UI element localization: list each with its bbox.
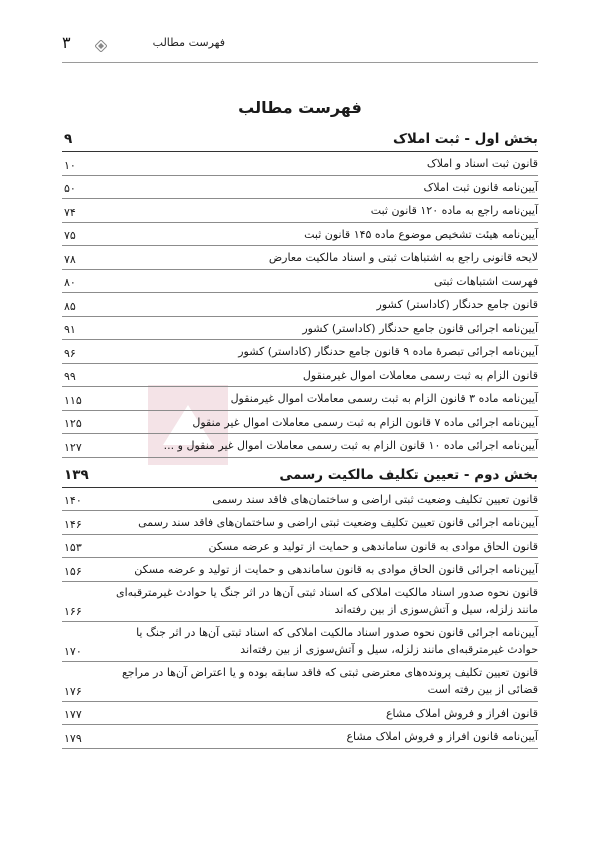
toc-entry-row[interactable] <box>62 558 538 582</box>
toc-entry-title: آیین‌نامه قانون ثبت املاک <box>423 180 538 194</box>
toc-page-number: ۱۲۵ <box>64 417 82 430</box>
toc-page-number: ۱۲۷ <box>64 440 82 454</box>
toc-entry-title: آیین‌نامه اجرائی قانون جامع حدنگار (کاداستر) کشور <box>302 321 538 335</box>
toc-entry-title: آیین‌نامه اجرائی قانون نحوه صدور اسناد مالکیت املاکی که اسناد ثبتی آن‌ها در اثر جنگ یا حوادث غیرمترقبه‌ای مانند زلزله، سیل و آتش‌سوزی از بین رفته‌اند <box>136 625 538 656</box>
toc-entry-title: آیین‌نامه اجرائی قانون الحاق موادی به قانون ساماندهی و حمایت از تولید و عرضه مسکن <box>134 563 538 576</box>
toc-entry-row[interactable] <box>62 434 538 458</box>
toc-page-number: ۷۸ <box>64 252 76 266</box>
toc-entry-title: آیین‌نامه اجرائی ماده ۷ قانون الزام به ثبت رسمی معاملات اموال غیر منقول <box>192 415 538 429</box>
toc-entry-title: آیین‌نامه هیئت تشخیص موضوع ماده ۱۴۵ قانون ثبت <box>304 227 538 241</box>
toc-entry-row[interactable] <box>62 246 538 270</box>
toc-entry-title: آیین‌نامه اجرائی تبصرهٔ ماده ۹ قانون جامع حدنگار (کاداستر) کشور <box>238 345 538 358</box>
toc-entry-row[interactable] <box>62 535 538 559</box>
toc-entry-row[interactable] <box>62 340 538 364</box>
toc-page-number: ۱۷۹ <box>64 731 82 745</box>
toc-entry-row[interactable] <box>62 511 538 535</box>
toc-page-number: ۱۱۵ <box>64 393 82 407</box>
toc-page-number: ۱۷۰ <box>64 644 82 658</box>
toc-entry-title: قانون افراز و فروش املاک مشاع <box>385 706 538 720</box>
toc-entry-title: قانون الحاق موادی به قانون ساماندهی و حمایت از تولید و عرضه مسکن <box>208 539 538 553</box>
header-divider <box>62 62 538 63</box>
toc-page-number: ۹۱ <box>64 323 76 336</box>
page-number: ۳ <box>62 33 71 52</box>
toc-entry-row[interactable] <box>62 662 538 702</box>
toc-entry-title: لایحه قانونی راجع به اشتباهات ثبتی و اسناد مالکیت معارض <box>268 251 538 264</box>
toc-section-title: بخش اول - ثبت املاک <box>393 131 538 147</box>
toc-page-number: ۷۵ <box>64 229 76 242</box>
toc-entry-row[interactable] <box>62 152 538 176</box>
toc-page-number: ۹۶ <box>64 346 76 360</box>
toc-page-number: ۸۵ <box>64 299 76 313</box>
toc-page-number: ۹۹ <box>64 370 76 383</box>
toc-entry-row[interactable] <box>62 176 538 200</box>
toc-page-number: ۱۴۶ <box>64 517 82 531</box>
toc-entry-row[interactable] <box>62 293 538 317</box>
toc-entry-row[interactable] <box>62 364 538 388</box>
toc-page-number: ۱۳۹ <box>64 466 89 483</box>
toc-section-title: بخش دوم - تعیین تکلیف مالکیت رسمی <box>279 466 538 483</box>
toc-entry-title: آیین‌نامه اجرائی قانون تعیین تکلیف وضعیت ثبتی اراضی و ساختمان‌های فاقد سند رسمی <box>138 516 538 529</box>
toc-entry-row[interactable] <box>62 725 538 749</box>
toc-entry-row[interactable] <box>62 488 538 512</box>
diamond-ornament-icon <box>95 37 107 56</box>
toc-page-number: ۷۴ <box>64 205 76 219</box>
toc-entry-row[interactable] <box>62 199 538 223</box>
page-title: فهرست مطالب <box>238 98 362 117</box>
toc-page-number: ۸۰ <box>64 276 76 289</box>
toc-entry-row[interactable] <box>62 223 538 247</box>
toc-page-number: ۱۴۰ <box>64 494 82 507</box>
toc-entry-title: آیین‌نامه راجع به ماده ۱۲۰ قانون ثبت <box>370 204 538 217</box>
toc-entry-title: قانون نحوه صدور اسناد مالکیت املاکی که اسناد ثبتی آن‌ها در اثر جنگ یا حوادث غیرمترقبه‌ای مانند زلزله، سیل و آتش‌سوزی از بین رفته‌اند <box>115 585 538 616</box>
toc-entry-title: قانون تعیین تکلیف وضعیت ثبتی اراضی و ساختمان‌های فاقد سند رسمی <box>212 492 538 506</box>
toc-entry-title: آیین‌نامه قانون افراز و فروش املاک مشاع <box>346 730 538 743</box>
toc-page-number: ۱۷۶ <box>64 684 82 698</box>
toc-page-number: ۱۵۳ <box>64 541 82 554</box>
toc-page-number: ۹ <box>64 131 73 147</box>
toc-entry-title: آیین‌نامه ماده ۳ قانون الزام به ثبت رسمی معاملات اموال غیرمنقول <box>230 392 538 405</box>
toc-page-number: ۱۷۷ <box>64 708 82 721</box>
toc-entry-title: قانون الزام به ثبت رسمی معاملات اموال غیرمنقول <box>302 368 538 382</box>
toc-entry-row[interactable] <box>62 411 538 435</box>
toc-entry-row[interactable] <box>62 582 538 622</box>
running-title: فهرست مطالب <box>152 36 225 49</box>
toc-entry-title: قانون جامع حدنگار (کاداستر) کشور <box>376 298 538 311</box>
toc-entry-title: قانون ثبت اسناد و املاک <box>426 157 538 170</box>
toc-page-number: ۵۰ <box>64 182 76 195</box>
toc-entry-row[interactable] <box>62 270 538 294</box>
toc-entry-row[interactable] <box>62 702 538 726</box>
toc-entry-row[interactable] <box>62 317 538 341</box>
toc-page-number: ۱۶۶ <box>64 604 82 618</box>
toc-section-row[interactable] <box>62 462 538 488</box>
toc-section-row[interactable] <box>62 126 538 152</box>
toc-page-number: ۱۵۶ <box>64 564 82 578</box>
running-header <box>0 0 600 60</box>
toc-page-number: ۱۰ <box>64 158 76 172</box>
toc-entry-title: قانون تعیین تکلیف پرونده‌های معترضی ثبتی که فاقد سابقه بوده و یا اعتراض آن‌ها در مراجع قضائی از بین رفته است <box>121 665 538 696</box>
toc-entry-title: آیین‌نامه اجرائی ماده ۱۰ قانون الزام به ثبت رسمی معاملات اموال غیر منقول و ... <box>163 439 538 452</box>
toc-entry-title: فهرست اشتباهات ثبتی <box>433 274 538 288</box>
table-of-contents <box>62 126 538 749</box>
toc-entry-row[interactable] <box>62 387 538 411</box>
toc-entry-row[interactable] <box>62 622 538 662</box>
